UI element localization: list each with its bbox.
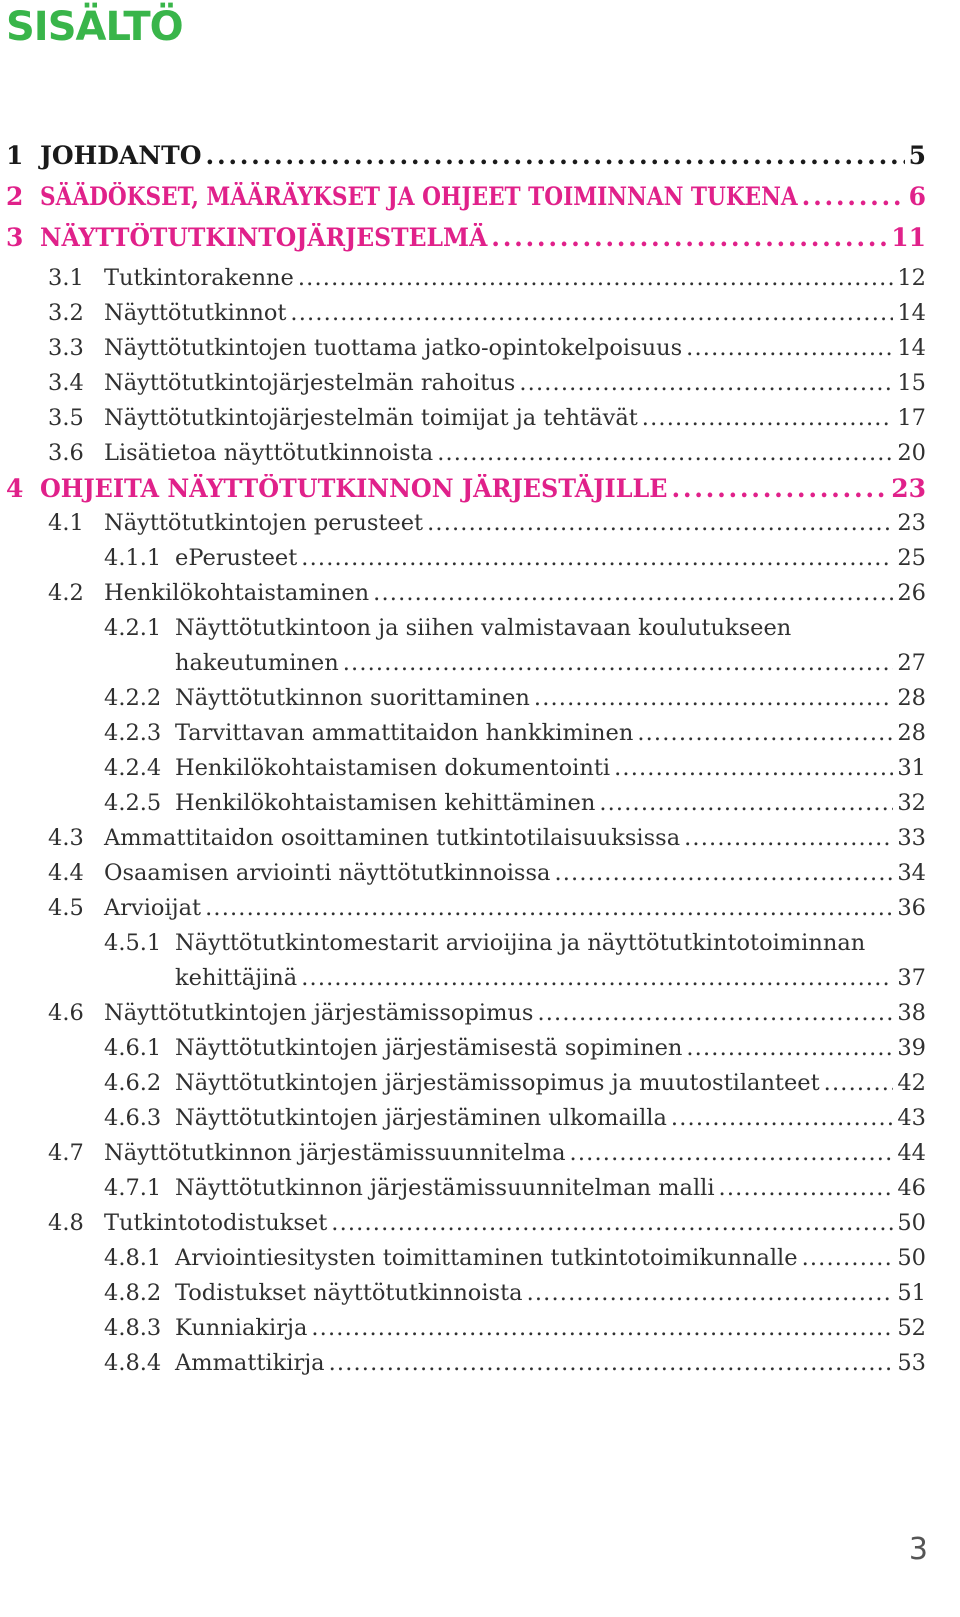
toc-entry-number: 4.7.1 xyxy=(104,1175,162,1201)
toc-entry-number: 3.3 xyxy=(48,335,84,361)
toc-entry-number: 3.6 xyxy=(48,440,84,466)
toc-entry xyxy=(0,1346,960,1381)
toc-entry-page: 36 xyxy=(897,895,926,921)
toc-entry-number: 4.1.1 xyxy=(104,545,162,571)
toc-entry-title: Ammattitaidon osoittaminen tutkintotilaisuuksissa xyxy=(104,825,681,851)
toc-entry-title: Henkilökohtaistamisen dokumentointi xyxy=(175,755,611,781)
dot-leader xyxy=(642,401,894,436)
dot-leader xyxy=(301,961,893,996)
toc-entry-title: Näyttötutkintojärjestelmän toimijat ja tehtävät xyxy=(104,405,638,431)
toc-entry-title: OHJEITA NÄYTTÖTUTKINNON JÄRJESTÄJILLE xyxy=(40,474,668,503)
toc-entry-title: Henkilökohtaistamisen kehittäminen xyxy=(175,790,596,816)
toc-entry xyxy=(0,436,960,471)
toc-entry xyxy=(0,751,960,786)
toc-entry-number: 4.6.3 xyxy=(104,1105,162,1131)
toc-entry-page: 17 xyxy=(897,405,926,431)
toc-entry xyxy=(0,1101,960,1136)
dot-leader xyxy=(527,1276,894,1311)
toc-entry xyxy=(0,611,960,646)
toc-entry-number: 4.2.3 xyxy=(104,720,162,746)
dot-leader xyxy=(206,138,905,173)
toc-entry-page: 31 xyxy=(897,755,926,781)
toc-entry-title: Näyttötutkintomestarit arvioijina ja näyttötutkintotoiminnan xyxy=(175,930,866,956)
toc-entry-number: 2 xyxy=(6,182,24,211)
toc-entry-number: 3 xyxy=(6,223,24,252)
dot-leader xyxy=(427,506,893,541)
toc-entry xyxy=(0,1031,960,1066)
dot-leader xyxy=(686,1031,893,1066)
toc-entry-page: 46 xyxy=(897,1175,926,1201)
toc-entry-number: 4.8.2 xyxy=(104,1280,162,1306)
toc-entry-title: Tarvittavan ammattitaidon hankkiminen xyxy=(175,720,634,746)
toc-entry-title: Näyttötutkintojen järjestäminen ulkomailla xyxy=(175,1105,667,1131)
page-title: SISÄLTÖ xyxy=(6,4,183,50)
toc-entry xyxy=(0,1066,960,1101)
toc-entry-number: 4.6 xyxy=(48,1000,84,1026)
toc-entry-page: 38 xyxy=(897,1000,926,1026)
toc-entry-page: 28 xyxy=(897,685,926,711)
toc-entry xyxy=(0,506,960,541)
dot-leader xyxy=(554,856,893,891)
toc-entry-page: 37 xyxy=(897,965,926,991)
toc-entry-number: 4.1 xyxy=(48,510,84,536)
dot-leader xyxy=(298,261,893,296)
table-of-contents xyxy=(0,138,960,1381)
toc-entry-title: NÄYTTÖTUTKINTOJÄRJESTELMÄ xyxy=(40,223,488,252)
toc-entry xyxy=(0,996,960,1031)
toc-entry xyxy=(0,1136,960,1171)
toc-entry-title: JOHDANTO xyxy=(40,141,202,170)
toc-entry-number: 4.8.1 xyxy=(104,1245,162,1271)
toc-entry-title: Tutkintotodistukset xyxy=(104,1210,328,1236)
toc-entry-title: Näyttötutkintojen järjestämissopimus ja muutostilanteet xyxy=(175,1070,820,1096)
toc-entry-page: 14 xyxy=(897,335,926,361)
toc-entry xyxy=(0,856,960,891)
toc-entry xyxy=(0,1241,960,1276)
toc-entry-number: 4.7 xyxy=(48,1140,84,1166)
toc-entry xyxy=(0,471,960,506)
toc-entry-number: 4.5.1 xyxy=(104,930,162,956)
toc-entry-title-continued: kehittäjinä xyxy=(175,965,298,991)
toc-entry-number: 4.2.4 xyxy=(104,755,162,781)
dot-leader xyxy=(684,821,893,856)
dot-leader xyxy=(802,1241,894,1276)
dot-leader xyxy=(537,996,893,1031)
toc-entry-number: 4.6.1 xyxy=(104,1035,162,1061)
dot-leader xyxy=(824,1066,894,1101)
toc-entry-title: Näyttötutkintojen järjestämisestä sopiminen xyxy=(175,1035,683,1061)
page-number: 3 xyxy=(908,1532,928,1567)
dot-leader xyxy=(343,646,894,681)
toc-entry-title: Näyttötutkintojen järjestämissopimus xyxy=(104,1000,534,1026)
toc-entry-number: 3.5 xyxy=(48,405,84,431)
toc-entry-number: 3.2 xyxy=(48,300,84,326)
toc-entry-number: 4.2.2 xyxy=(104,685,162,711)
toc-entry-page: 23 xyxy=(891,474,926,503)
toc-entry-page: 26 xyxy=(897,580,926,606)
toc-entry xyxy=(0,681,960,716)
dot-leader xyxy=(491,220,887,255)
dot-leader xyxy=(614,751,893,786)
toc-entry-page: 50 xyxy=(897,1210,926,1236)
toc-entry-page: 27 xyxy=(897,650,926,676)
toc-entry-number: 1 xyxy=(6,141,24,170)
dot-leader xyxy=(290,296,893,331)
dot-leader xyxy=(686,331,893,366)
toc-entry-title: Näyttötutkinnot xyxy=(104,300,287,326)
toc-entry xyxy=(0,296,960,331)
toc-entry xyxy=(0,401,960,436)
toc-entry-title: Osaamisen arviointi näyttötutkinnoissa xyxy=(104,860,551,886)
toc-entry-title-continued: hakeutuminen xyxy=(175,650,339,676)
toc-entry-page: 32 xyxy=(897,790,926,816)
toc-entry xyxy=(0,179,960,220)
toc-entry xyxy=(0,821,960,856)
toc-entry-page: 42 xyxy=(897,1070,926,1096)
toc-entry-number: 4.4 xyxy=(48,860,84,886)
toc-entry-number: 4.8 xyxy=(48,1210,84,1236)
toc-entry-page: 15 xyxy=(897,370,926,396)
toc-entry xyxy=(0,576,960,611)
toc-entry-page: 23 xyxy=(897,510,926,536)
toc-entry-title: ePerusteet xyxy=(175,545,298,571)
toc-entry-page: 14 xyxy=(897,300,926,326)
toc-entry-title: SÄÄDÖKSET, MÄÄRÄYKSET JA OHJEET TOIMINNAN TUKENA xyxy=(40,182,798,211)
dot-leader xyxy=(373,576,893,611)
toc-entry-page: 53 xyxy=(897,1350,926,1376)
dot-leader xyxy=(802,179,905,214)
toc-entry-title: Arviointiesitysten toimittaminen tutkintotoimikunnalle xyxy=(175,1245,798,1271)
dot-leader xyxy=(301,541,893,576)
toc-entry-page: 20 xyxy=(897,440,926,466)
toc-entry xyxy=(0,331,960,366)
toc-entry-page: 44 xyxy=(897,1140,926,1166)
toc-entry-title: Näyttötutkintojärjestelmän rahoitus xyxy=(104,370,516,396)
toc-entry xyxy=(0,1206,960,1241)
toc-entry-number: 3.1 xyxy=(48,265,84,291)
toc-entry xyxy=(0,138,960,179)
dot-leader xyxy=(205,891,893,926)
toc-entry xyxy=(0,716,960,751)
dot-leader xyxy=(311,1311,893,1346)
toc-entry-page: 12 xyxy=(897,265,926,291)
dot-leader xyxy=(534,681,893,716)
toc-entry-number: 4.2.1 xyxy=(104,615,162,641)
toc-entry-continuation xyxy=(0,961,960,996)
toc-entry xyxy=(0,261,960,296)
toc-entry-page: 33 xyxy=(897,825,926,851)
toc-entry-number: 4.8.4 xyxy=(104,1350,162,1376)
dot-leader xyxy=(331,1206,893,1241)
toc-entry-page: 11 xyxy=(891,223,926,252)
toc-entry-number: 4.2.5 xyxy=(104,790,162,816)
toc-entry xyxy=(0,366,960,401)
toc-entry-title: Todistukset näyttötutkinnoista xyxy=(175,1280,523,1306)
toc-entry xyxy=(0,786,960,821)
dot-leader xyxy=(637,716,893,751)
toc-entry-number: 4.6.2 xyxy=(104,1070,162,1096)
toc-entry-title: Näyttötutkintojen perusteet xyxy=(104,510,424,536)
toc-entry-title: Arvioijat xyxy=(104,895,202,921)
toc-entry xyxy=(0,220,960,261)
dot-leader xyxy=(570,1136,894,1171)
toc-entry-number: 4.8.3 xyxy=(104,1315,162,1341)
toc-entry-page: 5 xyxy=(908,141,926,170)
toc-entry-page: 39 xyxy=(897,1035,926,1061)
toc-entry-number: 3.4 xyxy=(48,370,84,396)
toc-entry-page: 28 xyxy=(897,720,926,746)
toc-entry-number: 4.3 xyxy=(48,825,84,851)
toc-entry-title: Henkilökohtaistaminen xyxy=(104,580,370,606)
dot-leader xyxy=(437,436,893,471)
dot-leader xyxy=(719,1171,894,1206)
toc-entry xyxy=(0,1276,960,1311)
toc-entry xyxy=(0,891,960,926)
dot-leader xyxy=(519,366,893,401)
toc-entry-title: Näyttötutkinnon järjestämissuunnitelma xyxy=(104,1140,566,1166)
toc-entry-title: Näyttötutkintojen tuottama jatko-opintokelpoisuus xyxy=(104,335,683,361)
toc-entry-title: Tutkintorakenne xyxy=(104,265,294,291)
toc-entry xyxy=(0,541,960,576)
toc-entry xyxy=(0,926,960,961)
toc-entry-number: 4 xyxy=(6,474,24,503)
toc-entry-page: 25 xyxy=(897,545,926,571)
toc-entry-page: 51 xyxy=(897,1280,926,1306)
toc-entry-title: Näyttötutkintoon ja siihen valmistavaan koulutukseen xyxy=(175,615,792,641)
toc-entry-title: Näyttötutkinnon suorittaminen xyxy=(175,685,530,711)
toc-entry xyxy=(0,1171,960,1206)
dot-leader xyxy=(599,786,893,821)
dot-leader xyxy=(671,1101,893,1136)
toc-entry-continuation xyxy=(0,646,960,681)
toc-entry-page: 43 xyxy=(897,1105,926,1131)
toc-entry-number: 4.5 xyxy=(48,895,84,921)
toc-entry-page: 34 xyxy=(897,860,926,886)
toc-entry-page: 50 xyxy=(897,1245,926,1271)
dot-leader xyxy=(329,1346,894,1381)
toc-entry-title: Lisätietoa näyttötutkinnoista xyxy=(104,440,434,466)
toc-entry-number: 4.2 xyxy=(48,580,84,606)
toc-entry-title: Kunniakirja xyxy=(175,1315,308,1341)
toc-entry-title: Ammattikirja xyxy=(175,1350,325,1376)
dot-leader xyxy=(671,471,887,506)
toc-entry-page: 52 xyxy=(897,1315,926,1341)
toc-entry xyxy=(0,1311,960,1346)
toc-entry-title: Näyttötutkinnon järjestämissuunnitelman malli xyxy=(175,1175,715,1201)
toc-entry-page: 6 xyxy=(908,182,926,211)
